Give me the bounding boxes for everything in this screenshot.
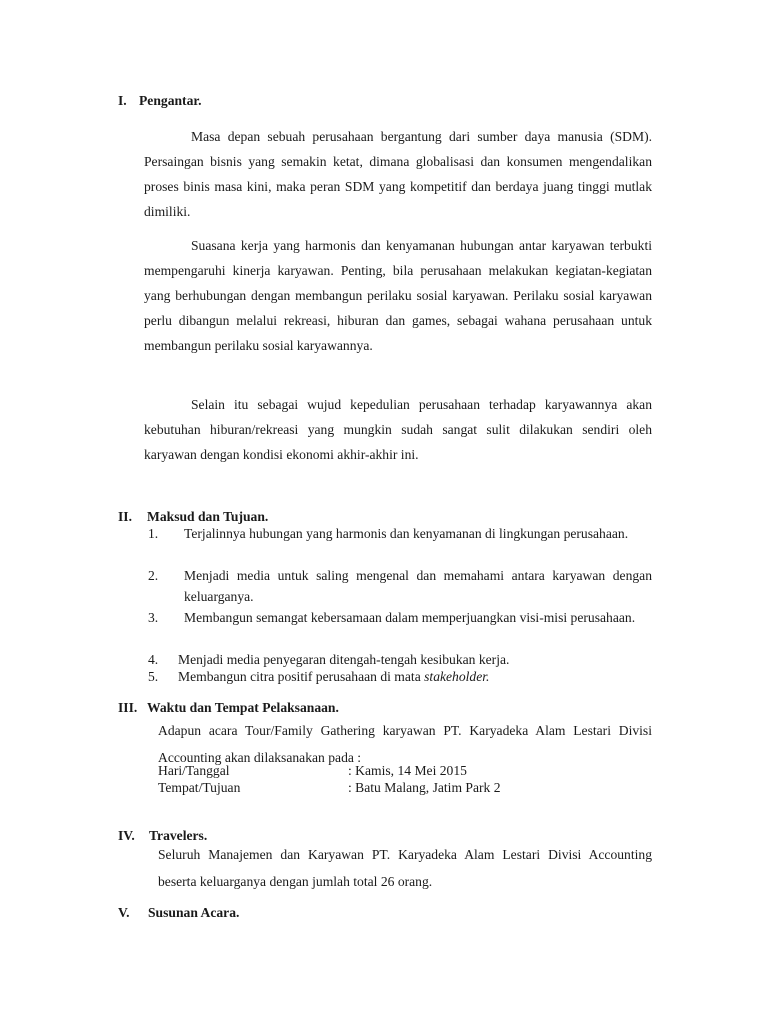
list-item-tujuan-4: 4. Menjadi media penyegaran ditengah-tengah kesibukan kerja. — [148, 652, 510, 667]
stakeholder-term: stakeholder. — [424, 669, 490, 684]
paragraph-pengantar-2: Suasana kerja yang harmonis dan kenyamanan hubungan antar karyawan terbukti mempengaruhi kinerja karyawan. Penting, bila perusahaan melakukan kegiatan-kegiatan yang berhubungan dengan membangun perilaku sosial karyawan. Perilaku sosial karyawan perlu dibangun melalui rekreasi, hiburan dan games, sebagai wahana perusahaan untuk membangun perilaku sosial karyawannya. — [144, 238, 652, 353]
list-item-tujuan-5: 5. Membangun citra positif perusahaan di mata stakeholder. — [148, 669, 490, 684]
paragraph-pengantar-3: Selain itu sebagai wujud kepedulian perusahaan terhadap karyawannya akan kebutuhan hiburan/rekreasi yang mungkin sudah sangat sulit dilakukan sendiri oleh karyawan dengan kondisi ekonomi akhir-akhir ini. — [144, 397, 652, 462]
section-heading-susunan-acara: V. Susunan Acara. — [118, 905, 240, 920]
list-item-tujuan-3: 3. Membangun semangat kebersamaan dalam memperjuangkan visi-misi perusahaan. — [148, 610, 636, 625]
list-item-tujuan-2: 2. Menjadi media untuk saling mengenal dan memahami antara karyawan dengan keluarganya. — [148, 568, 652, 604]
waktu-intro: Adapun acara Tour/Family Gathering karyawan PT. Karyadeka Alam Lestari Divisi Accounting akan dilaksanakan pada : — [158, 723, 652, 765]
paragraph-pengantar-1: Masa depan sebuah perusahaan bergantung dari sumber daya manusia (SDM). Persaingan bisnis yang semakin ketat, dimana globalisasi dan konsumen mengendalikan proses binis masa kini, maka peran SDM yang kompetitif dan berdaya juang tinggi mutlak dimiliki. — [144, 129, 652, 219]
info-row-tempat-tujuan: Tempat/Tujuan : Batu Malang, Jatim Park 2 — [158, 780, 501, 795]
info-row-hari-tanggal: Hari/Tanggal : Kamis, 14 Mei 2015 — [158, 763, 467, 778]
section-heading-travelers: IV. Travelers. — [118, 828, 208, 843]
travelers-text: Seluruh Manajemen dan Karyawan PT. Karyadeka Alam Lestari Divisi Accounting beserta keluarganya dengan jumlah total 26 orang. — [158, 847, 652, 889]
section-heading-pengantar: I. Pengantar. — [118, 93, 202, 108]
list-item-tujuan-1: 1. Terjalinnya hubungan yang harmonis dan kenyamanan di lingkungan perusahaan. — [148, 526, 629, 541]
section-heading-waktu-tempat: III. Waktu dan Tempat Pelaksanaan. — [118, 700, 339, 715]
section-heading-maksud-tujuan: II. Maksud dan Tujuan. — [118, 509, 269, 524]
